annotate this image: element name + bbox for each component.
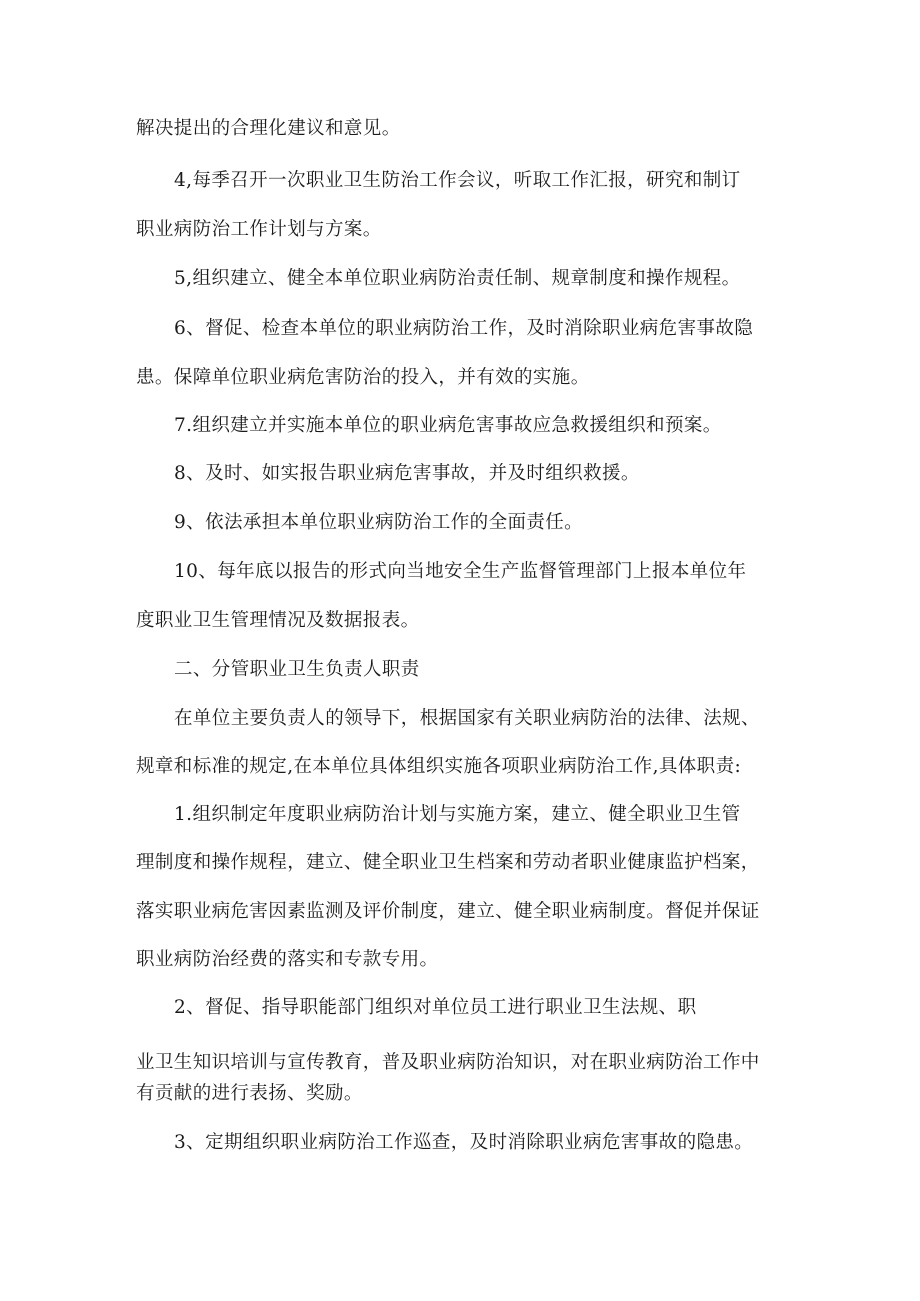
text-line: 落实职业病危害因素监测及评价制度，建立、健全职业病制度。督促并保证 — [136, 901, 760, 922]
text-line: 在单位主要负责人的领导下，根据国家有关职业病防治的法律、法规、 — [174, 708, 760, 729]
text-line: 10、每年底以报告的形式向当地安全生产监督管理部门上报本单位年 — [174, 561, 747, 582]
text-line: 7.组织建立并实施本单位的职业病危害事故应急救援组织和预案。 — [174, 415, 722, 436]
text-line: 理制度和操作规程，建立、健全职业卫生档案和劳动者职业健康监护档案， — [136, 852, 760, 873]
text-line: 8、及时、如实报告职业病危害事故，并及时组织救援。 — [174, 463, 640, 484]
text-line: 职业病防治经费的落实和专款专用。 — [136, 949, 439, 970]
text-line: 规章和标准的规定,在本单位具体组织实施各项职业病防治工作,具体职责: — [136, 756, 742, 777]
text-line: 4,每季召开一次职业卫生防治工作会议，听取工作汇报，研究和制订 — [174, 170, 741, 191]
text-line: 职业病防治工作计划与方案。 — [136, 219, 382, 240]
text-line: 度职业卫生管理情况及数据报表。 — [136, 610, 420, 631]
text-line: 解决提出的合理化建议和意见。 — [136, 118, 401, 139]
text-line: 业卫生知识培训与宣传教育，普及职业病防治知识，对在职业病防治工作中 — [136, 1052, 760, 1073]
text-line: 3、定期组织职业病防治工作巡查，及时消除职业病危害事故的隐患。 — [174, 1132, 754, 1153]
text-line: 9、依法承担本单位职业病防治工作的全面责任。 — [174, 512, 584, 533]
text-line: 1.组织制定年度职业病防治计划与实施方案，建立、健全职业卫生管 — [174, 804, 741, 825]
text-line: 6、督促、检查本单位的职业病防治工作，及时消除职业病危害事故隐 — [174, 318, 754, 339]
text-line: 2、督促、指导职能部门组织对单位员工进行职业卫生法规、职 — [174, 997, 697, 1018]
text-line: 有贡献的进行表扬、奖励。 — [136, 1083, 363, 1104]
text-line: 5,组织建立、健全本单位职业病防治责任制、规章制度和操作规程。 — [174, 268, 741, 289]
text-line: 患。保障单位职业病危害防治的投入，并有效的实施。 — [136, 367, 590, 388]
section-heading: 二、分管职业卫生负责人职责 — [174, 659, 420, 680]
